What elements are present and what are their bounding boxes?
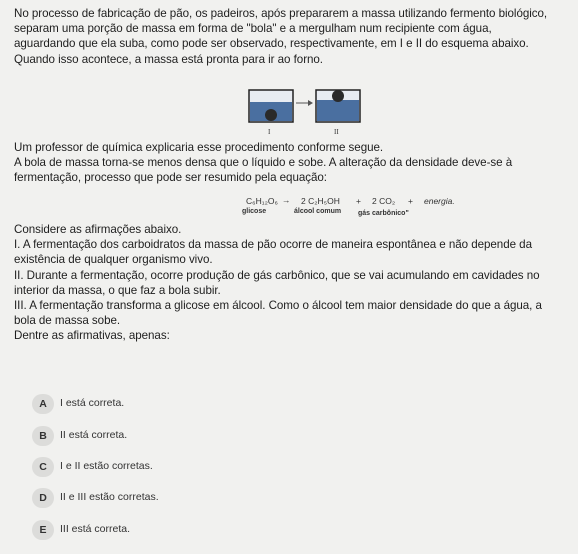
option-b[interactable] xyxy=(32,426,552,446)
dough-diagram-svg xyxy=(246,82,366,138)
option-text[interactable]: I e II estão corretas. xyxy=(60,460,153,472)
context-line: A bola de massa torna-se menos densa que o líquido e sobe. A alteração da densidade deve-se à xyxy=(14,156,513,170)
option-text[interactable]: II está correta. xyxy=(60,429,128,441)
context-line: Um professor de química explicaria esse procedimento conforme segue. xyxy=(14,141,384,154)
label-glucose: glicose xyxy=(242,208,267,215)
equation-plus: + xyxy=(408,196,413,206)
option-letter-badge[interactable]: D xyxy=(32,488,54,508)
statements-line: Dentre as afirmativas, apenas: xyxy=(14,329,170,343)
statements-line: interior da massa, o que faz a bola subir. xyxy=(14,283,221,297)
dough-ball-i xyxy=(265,109,277,121)
intro-line: aguardando que ela suba, como pode ser observado, respectivamente, em I e II do esquema abaixo. xyxy=(14,37,529,51)
option-e[interactable] xyxy=(32,520,552,540)
option-letter-badge[interactable]: B xyxy=(32,426,54,446)
label-co2: gás carbônico" xyxy=(358,210,409,217)
intro-paragraph xyxy=(14,6,574,67)
intro-line: No processo de fabricação de pão, os padeiros, após prepararem a massa utilizando fermento biológico, xyxy=(14,7,548,20)
option-letter-badge[interactable]: C xyxy=(32,457,54,477)
statements-line: I. A fermentação dos carboidratos da massa de pão ocorre de maneira espontânea e não depende da xyxy=(14,238,532,252)
intro-line: Quando isso acontece, a massa está pronta para ir ao forno. xyxy=(14,52,323,66)
label-i: I xyxy=(268,128,271,136)
equation-product-co2: 2 CO₂ xyxy=(372,196,396,206)
dough-diagram xyxy=(246,82,366,138)
option-letter-badge[interactable]: E xyxy=(32,520,54,540)
option-text[interactable]: III está correta. xyxy=(60,523,131,535)
water-ii xyxy=(317,100,359,121)
equation-reactant: C₆H₁₂O₆ xyxy=(246,196,278,206)
equation-plus: + xyxy=(356,196,361,206)
label-ethanol: álcool comum xyxy=(294,208,342,215)
option-text[interactable]: II e III estão corretas. xyxy=(60,491,159,503)
option-text[interactable]: I está correta. xyxy=(60,397,125,409)
statements-line: Considere as afirmações abaixo. xyxy=(14,223,182,236)
option-letter-badge[interactable]: A xyxy=(32,394,54,414)
equation-arrow: → xyxy=(282,195,291,205)
context-line: fermentação, processo que pode ser resumido pela equação: xyxy=(14,171,327,185)
dough-ball-ii xyxy=(332,90,344,102)
label-ii: II xyxy=(334,128,339,136)
statements-line: existência de qualquer organismo vivo. xyxy=(14,253,213,267)
statements-line: III. A fermentação transforma a glicose em álcool. Como o álcool tem maior densidade do que a água, a xyxy=(14,299,542,313)
fermentation-equation xyxy=(238,196,538,222)
statements-paragraph xyxy=(14,222,574,344)
option-d[interactable] xyxy=(32,488,552,508)
option-c[interactable] xyxy=(32,457,552,477)
statements-line: bola de massa sobe. xyxy=(14,314,121,328)
equation-product-ethanol: 2 C₂H₅OH xyxy=(301,196,340,206)
intro-line: separam uma porção de massa em forma de "bola" e a mergulham num recipiente com água, xyxy=(14,22,492,36)
statements-line: II. Durante a fermentação, ocorre produção de gás carbônico, que se vai acumulando em cavidades no xyxy=(14,268,540,282)
arrow-head xyxy=(308,100,313,106)
option-a[interactable] xyxy=(32,394,552,414)
context-paragraph xyxy=(14,140,574,186)
equation-product-energy: energia. xyxy=(424,196,455,206)
